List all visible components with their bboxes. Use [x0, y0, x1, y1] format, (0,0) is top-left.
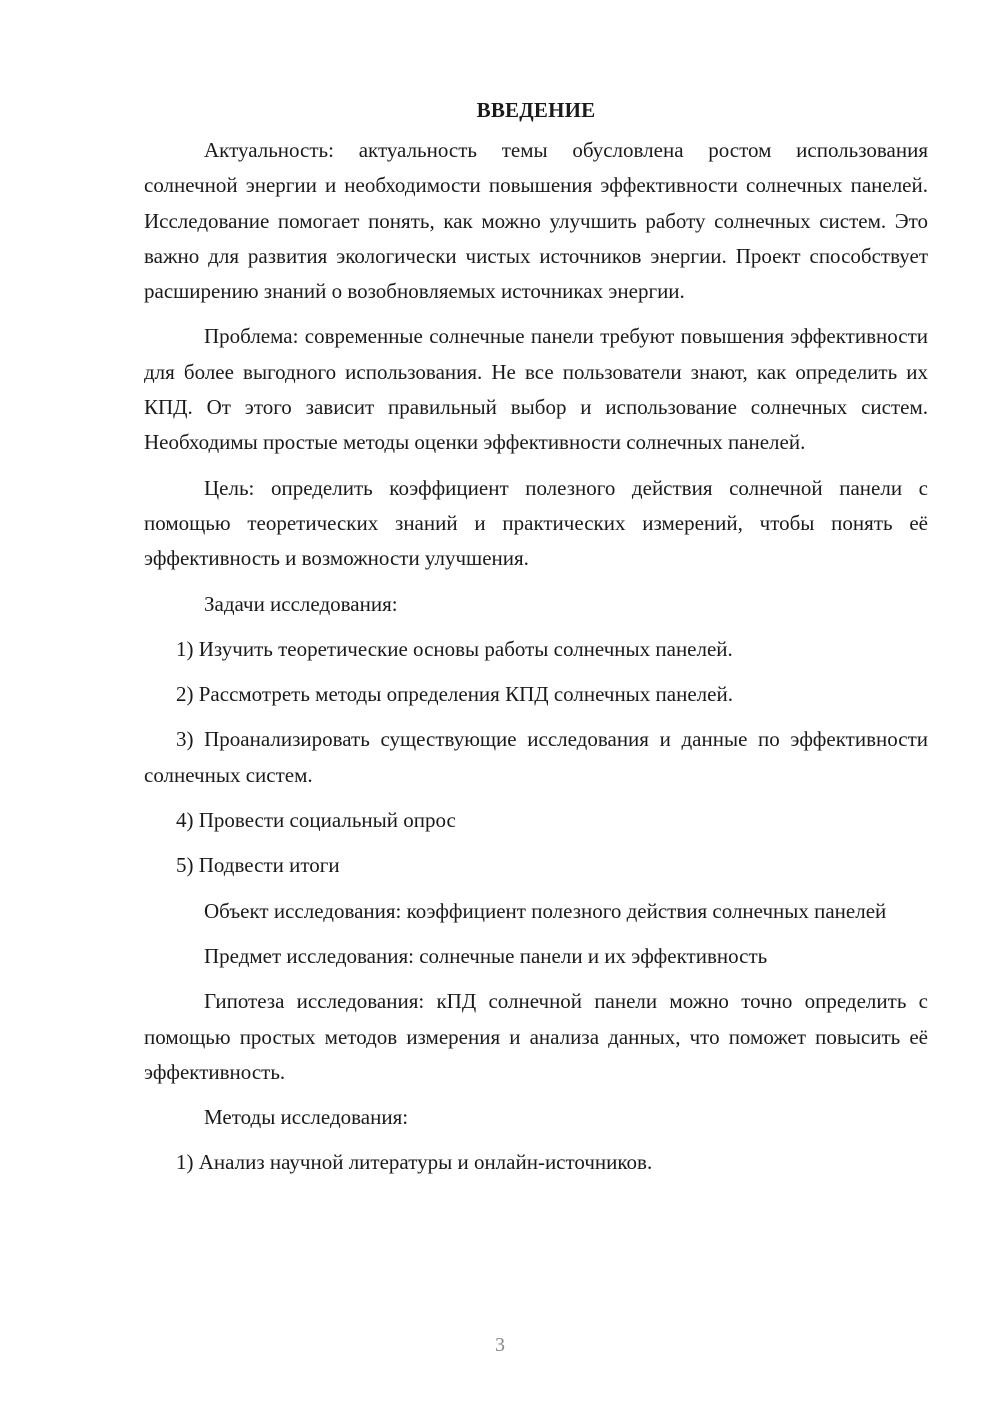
task-item-4: 4) Провести социальный опрос	[176, 808, 456, 833]
document-page	[144, 93, 928, 1191]
subject-paragraph: Предмет исследования: солнечные панели и их эффективность	[204, 943, 768, 968]
task-item-5: 5) Подвести итоги	[176, 853, 340, 878]
task-item-1: 1) Изучить теоретические основы работы солнечных панелей.	[176, 636, 733, 661]
goal-paragraph: Цель: определить коэффициент полезного действия солнечной панели с помощью теоретических знаний и практических измерений, чтобы понять её эффективность и возможности улучшения.	[144, 475, 928, 571]
methods-heading: Методы исследования:	[204, 1105, 409, 1130]
method-item-1: 1) Анализ научной литературы и онлайн-источников.	[176, 1150, 653, 1175]
page-number: 3	[495, 1334, 505, 1356]
task-item-3: 3) Проанализировать существующие исследования и данные по эффективности солнечных систем.	[144, 727, 928, 787]
task-item-2: 2) Рассмотреть методы определения КПД солнечных панелей.	[176, 682, 733, 707]
problem-paragraph: Проблема: современные солнечные панели требуют повышения эффективности для более выгодного использования. Не все пользователи знают, как определить их КПД. От этого зависит правильный выбор и использование солнечных систем. Необходимы простые методы оценки эффективности солнечных панелей.	[144, 324, 928, 455]
page-title: ВВЕДЕНИЕ	[476, 98, 596, 122]
hypothesis-paragraph: Гипотеза исследования: кПД солнечной панели можно точно определить с помощью простых методов измерения и анализа данных, что поможет повысить её эффективность.	[144, 989, 928, 1084]
relevance-paragraph: Актуальность: актуальность темы обусловлена ростом использования солнечной энергии и необходимости повышения эффективности солнечных панелей. Исследование помогает понять, как можно улучшить работу солнечных систем. Это важно для развития экологически чистых источников энергии. Проект способствует расширению знаний о возобновляемых источниках энергии.	[144, 138, 928, 304]
tasks-heading: Задачи исследования:	[204, 591, 398, 616]
object-paragraph: Объект исследования: коэффициент полезного действия солнечных панелей	[204, 898, 887, 923]
